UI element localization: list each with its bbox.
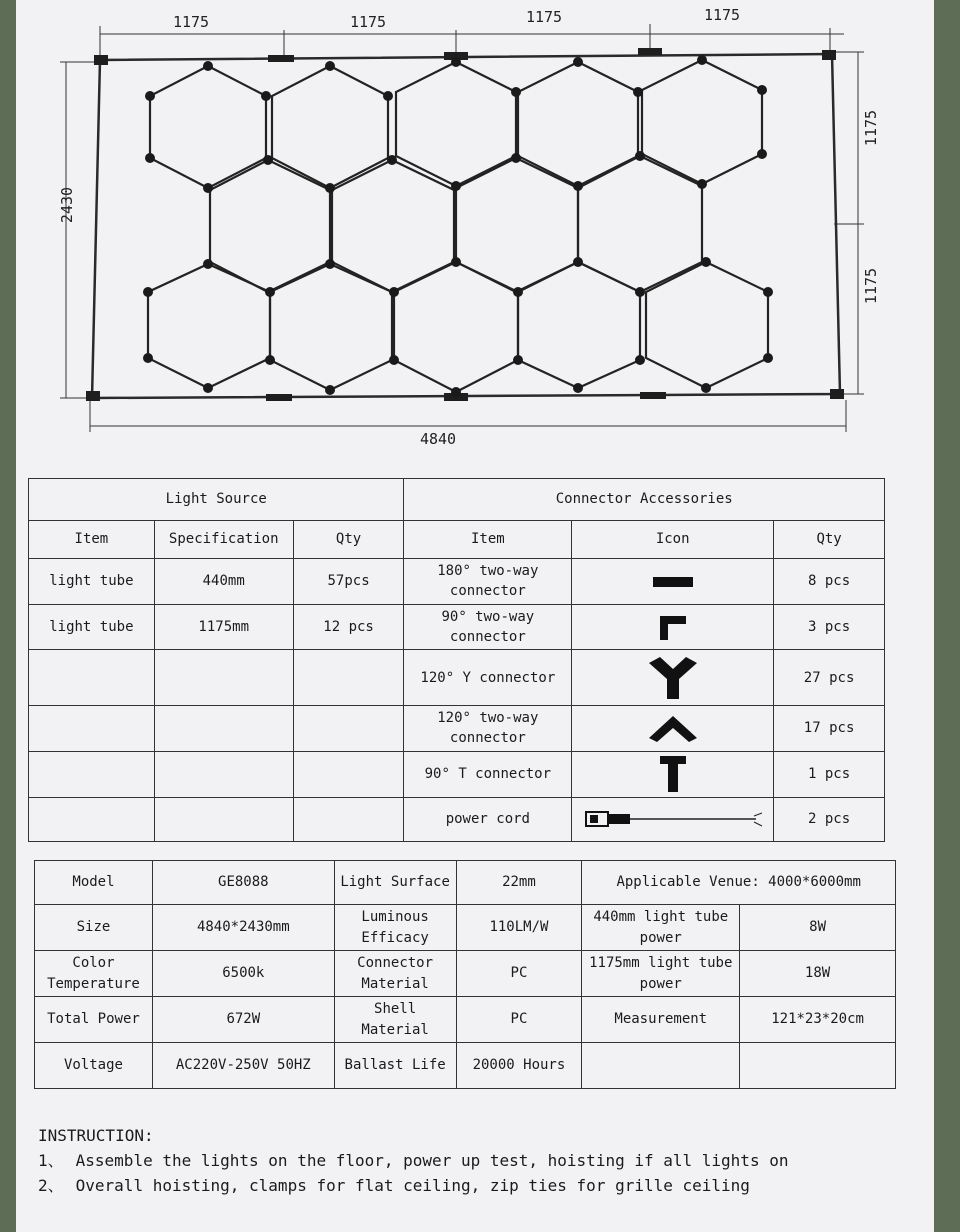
components-table xyxy=(28,478,885,842)
step-number: 2、 xyxy=(38,1175,64,1195)
ca-row6-item: power cord xyxy=(404,797,572,841)
step-text: Assemble the lights on the floor, power up test, hoisting if all lights on xyxy=(75,1150,789,1170)
ls-row2-item: light tube xyxy=(29,604,155,650)
ls-row2-qty: 12 pcs xyxy=(293,604,404,650)
ca-row6-qty: 2 pcs xyxy=(774,797,885,841)
measurement-value: 121*23*20cm xyxy=(740,997,896,1043)
venue-value: Applicable Venue: 4000*6000mm xyxy=(582,861,896,905)
top-dim-4: 1175 xyxy=(703,6,741,24)
ca-header-qty: Qty xyxy=(774,521,885,559)
y-connector-icon xyxy=(572,650,774,706)
light-source-title: Light Source xyxy=(29,479,404,521)
efficacy-value: 110LM/W xyxy=(456,905,582,951)
ca-row5-qty: 1 pcs xyxy=(774,751,885,797)
color-label: Color Temperature xyxy=(35,951,153,997)
ca-row3-item: 120° Y connector xyxy=(404,650,572,706)
ls-header-spec: Specification xyxy=(154,521,293,559)
surface-value: 22mm xyxy=(456,861,582,905)
voltage-value: AC220V-250V 50HZ xyxy=(152,1043,334,1089)
top-dim-3: 1175 xyxy=(525,8,563,26)
left-dim: 2430 xyxy=(58,186,76,224)
hexagon-grid xyxy=(148,60,768,392)
right-dim-2: 1175 xyxy=(862,267,880,305)
ls-row1-item: light tube xyxy=(29,559,155,605)
ls-header-qty: Qty xyxy=(293,521,404,559)
color-value: 6500k xyxy=(152,951,334,997)
connector-accessories-title: Connector Accessories xyxy=(404,479,885,521)
power-label: Total Power xyxy=(35,997,153,1043)
shell-label: Shell Material xyxy=(334,997,456,1043)
efficacy-label: Luminous Efficacy xyxy=(334,905,456,951)
step-number: 1、 xyxy=(38,1150,64,1170)
instruction-step xyxy=(38,1174,788,1199)
specifications-table xyxy=(34,860,896,1089)
ca-row4-item: 120° two-way connector xyxy=(404,706,572,752)
ca-row3-qty: 27 pcs xyxy=(774,650,885,706)
frame-connectors xyxy=(86,48,844,401)
size-label: Size xyxy=(35,905,153,951)
ca-row2-qty: 3 pcs xyxy=(774,604,885,650)
elbow-connector-icon xyxy=(572,604,774,650)
ca-header-icon: Icon xyxy=(572,521,774,559)
t-connector-icon xyxy=(572,751,774,797)
model-label: Model xyxy=(35,861,153,905)
model-value: GE8088 xyxy=(152,861,334,905)
bottom-dim: 4840 xyxy=(419,430,457,448)
connector-material-value: PC xyxy=(456,951,582,997)
instruction-title: INSTRUCTION: xyxy=(38,1126,154,1145)
connector-material-label: Connector Material xyxy=(334,951,456,997)
angle-connector-icon xyxy=(572,706,774,752)
surface-label: Light Surface xyxy=(334,861,456,905)
measurement-label: Measurement xyxy=(582,997,740,1043)
tube440-value: 8W xyxy=(740,905,896,951)
instruction-section xyxy=(38,1124,788,1198)
ls-row1-qty: 57pcs xyxy=(293,559,404,605)
top-dim-2: 1175 xyxy=(349,13,387,31)
ca-row1-item: 180° two-way connector xyxy=(404,559,572,605)
ls-row2-spec: 1175mm xyxy=(154,604,293,650)
tube1175-value: 18W xyxy=(740,951,896,997)
top-dim-1: 1175 xyxy=(172,13,210,31)
shell-value: PC xyxy=(456,997,582,1043)
instruction-step xyxy=(38,1149,788,1174)
ca-row4-qty: 17 pcs xyxy=(774,706,885,752)
ballast-value: 20000 Hours xyxy=(456,1043,582,1089)
power-cord-icon xyxy=(572,797,774,841)
step-text: Overall hoisting, clamps for flat ceiling, zip ties for grille ceiling xyxy=(75,1175,750,1195)
spec-sheet xyxy=(16,0,934,1232)
hexagon-layout-diagram xyxy=(16,0,934,460)
ca-row2-item: 90° two-way connector xyxy=(404,604,572,650)
tube440-label: 440mm light tube power xyxy=(582,905,740,951)
power-value: 672W xyxy=(152,997,334,1043)
straight-connector-icon xyxy=(572,559,774,605)
ca-header-item: Item xyxy=(404,521,572,559)
ls-header-item: Item xyxy=(29,521,155,559)
tube1175-label: 1175mm light tube power xyxy=(582,951,740,997)
hexagon-joints xyxy=(143,55,773,397)
size-value: 4840*2430mm xyxy=(152,905,334,951)
voltage-label: Voltage xyxy=(35,1043,153,1089)
ca-row1-qty: 8 pcs xyxy=(774,559,885,605)
ca-row5-item: 90° T connector xyxy=(404,751,572,797)
right-dim-1: 1175 xyxy=(862,109,880,147)
ls-row1-spec: 440mm xyxy=(154,559,293,605)
ballast-label: Ballast Life xyxy=(334,1043,456,1089)
